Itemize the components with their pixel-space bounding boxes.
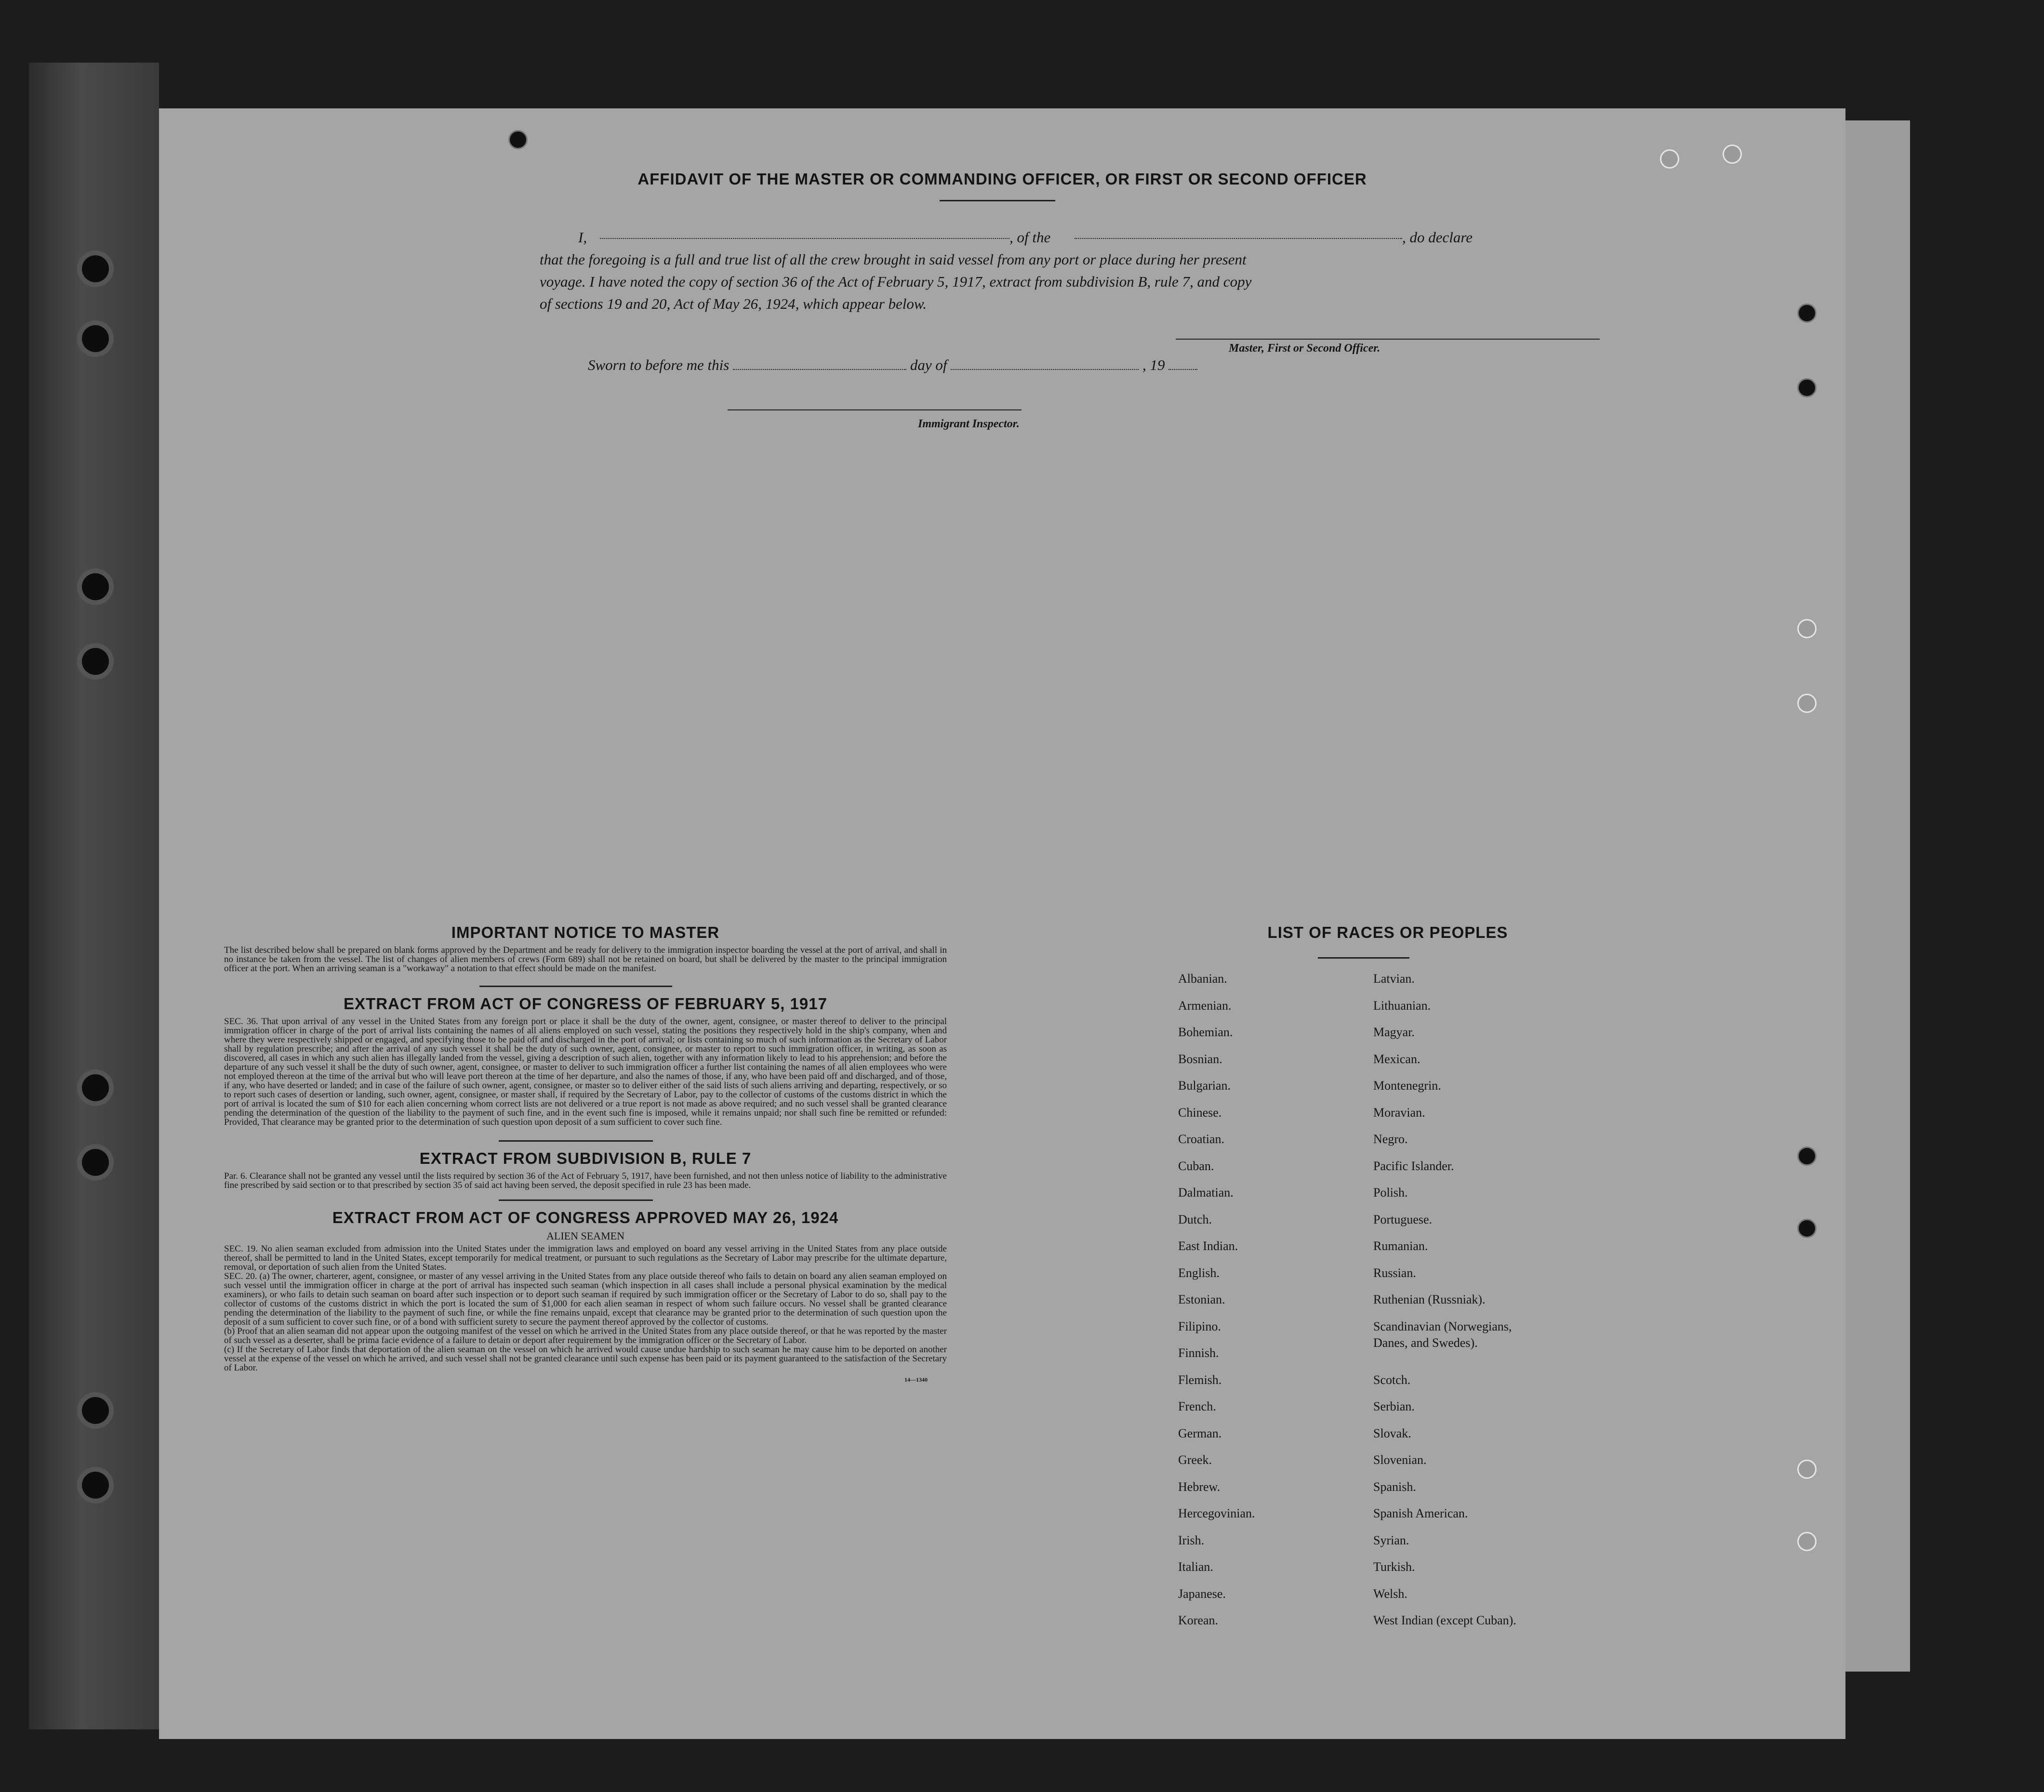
sworn-day-field[interactable] bbox=[733, 357, 906, 370]
race-item: Latvian. bbox=[1373, 972, 1415, 986]
sec-20a-text: SEC. 20. (a) The owner, charterer, agent, consignee, or master of any vessel arriving in the United States from any place outside thereof who fails to detain on board any alien seaman employed on such vessel until the immigration officer in charge at the port of arrival has inspected such seaman (which inspection in all cases shall include a personal physical examination by the medical examiners), or who fails to detain such seaman on board after such inspection or to deport such seaman if required by such immigration officer or the Secretary of Labor to do so, shall pay to the collector of customs of the customs district in which the port is located the sum of $1,000 for each alien seaman in respect of whom such failure occurs. No vessel shall be granted clearance pending the determination of the liability to the payment of such fine, or while the fine remains unpaid, except that clearance may be granted prior to the determination of such question upon the deposit of a sum sufficient to cover such fine, or of a bond with sufficient surety to secure the payment thereof approved by the collector of customs. bbox=[224, 1271, 947, 1327]
race-item: Serbian. bbox=[1373, 1399, 1415, 1413]
binder-hole bbox=[82, 1472, 109, 1499]
sworn-month-field[interactable] bbox=[951, 357, 1139, 370]
sec-20b-text: (b) Proof that an alien seaman did not appear upon the outgoing manifest of the vessel on which he arrived in the United States from any place outside thereof, or that he was reported by the master of such vessel as a deserter, shall be prima facie evidence of a failure to detain or deport after requirement by the immigration officer or the Secretary of Labor. bbox=[224, 1326, 947, 1345]
vessel-name-field[interactable] bbox=[1075, 226, 1402, 239]
punch-hole bbox=[1797, 1219, 1817, 1238]
race-item: Scotch. bbox=[1373, 1372, 1411, 1387]
race-item: English. bbox=[1178, 1265, 1220, 1280]
binder-hole bbox=[82, 573, 109, 600]
race-item: Negro. bbox=[1373, 1132, 1408, 1146]
notice-text: The list described below shall be prepared on blank forms approved by the Department and be ready for delivery to the immigration inspector boarding the vessel at the port of arrival, and shall in no instance be taken from the vessel. The list of changes of alien members of crews (Form 689) shall not be retained on board, but shall be delivered by the master to the principal immigration officer at the port. When an arriving seaman is a "workaway" a notation to that effect should be made on the manifest. bbox=[224, 945, 947, 974]
race-item: Flemish. bbox=[1178, 1372, 1222, 1387]
binder-hole bbox=[82, 325, 109, 352]
race-item: Hercegovinian. bbox=[1178, 1506, 1255, 1520]
race-item: Montenegrin. bbox=[1373, 1079, 1441, 1093]
race-item: French. bbox=[1178, 1399, 1216, 1413]
punch-hole bbox=[1660, 149, 1679, 169]
binder-edge bbox=[29, 63, 159, 1729]
race-item: Croatian. bbox=[1178, 1132, 1225, 1146]
extract-rule7-heading: EXTRACT FROM SUBDIVISION B, RULE 7 bbox=[419, 1149, 752, 1167]
race-item: Italian. bbox=[1178, 1560, 1213, 1574]
sworn-year-prefix: , 19 bbox=[1142, 356, 1165, 373]
sworn-year-field[interactable] bbox=[1168, 357, 1197, 370]
affidavit-line: of sections 19 and 20, Act of May 26, 1924, which appear below. bbox=[540, 295, 927, 312]
race-item: Korean. bbox=[1178, 1613, 1219, 1627]
race-item: Pacific Islander. bbox=[1373, 1159, 1454, 1173]
notice-heading: IMPORTANT NOTICE TO MASTER bbox=[451, 923, 720, 941]
race-item: Hebrew. bbox=[1178, 1479, 1221, 1494]
race-item: Welsh. bbox=[1373, 1586, 1407, 1601]
race-item: Spanish American. bbox=[1373, 1506, 1468, 1520]
races-heading: LIST OF RACES OR PEOPLES bbox=[1267, 923, 1508, 941]
of-the-text: , of the bbox=[1009, 229, 1051, 246]
binder-hole bbox=[82, 1149, 109, 1176]
race-item: Bulgarian. bbox=[1178, 1079, 1231, 1093]
affidavit-line: that the foregoing is a full and true list of all the crew brought in said vessel from any port or place during her present bbox=[540, 251, 1247, 268]
race-item: Polish. bbox=[1373, 1186, 1408, 1199]
race-item: Japanese. bbox=[1178, 1586, 1226, 1601]
sec-19-text: SEC. 19. No alien seaman excluded from admission into the United States under the immigration laws and employed on board any vessel arriving in the United States from any place outside thereof, shall be permitted to land in the United States, except temporarily for medical treatment, or pursuant to such regulations as the Secretary of Labor may prescribe for the ultimate departure, removal, or deportation of such alien from the United States. bbox=[224, 1244, 947, 1272]
punch-hole bbox=[1797, 378, 1817, 397]
binder-hole bbox=[82, 1397, 109, 1424]
punch-hole bbox=[1797, 1460, 1817, 1479]
affidavit-line bbox=[540, 226, 1638, 249]
sworn-statement bbox=[588, 356, 1197, 374]
binder-hole bbox=[82, 255, 109, 282]
race-item: Irish. bbox=[1178, 1533, 1205, 1547]
race-item: Lithuanian. bbox=[1373, 998, 1431, 1013]
inspector-signature-caption: Immigrant Inspector. bbox=[918, 418, 1020, 430]
race-item: Russian. bbox=[1373, 1265, 1416, 1280]
affidavit-heading: AFFIDAVIT OF THE MASTER OR COMMANDING OFFICER, OR FIRST OR SECOND OFFICER bbox=[637, 170, 1367, 188]
punch-hole bbox=[1723, 145, 1742, 164]
race-item: Bosnian. bbox=[1178, 1052, 1222, 1066]
race-item: Chinese. bbox=[1178, 1105, 1222, 1120]
alien-seamen-subheading: ALIEN SEAMEN bbox=[546, 1230, 624, 1242]
race-item: Dutch. bbox=[1178, 1212, 1212, 1226]
punch-hole bbox=[1797, 694, 1817, 713]
master-signature-caption: Master, First or Second Officer. bbox=[1229, 342, 1380, 355]
races-divider bbox=[1318, 957, 1409, 959]
race-item: Cuban. bbox=[1178, 1159, 1214, 1173]
race-item: Bohemian. bbox=[1178, 1025, 1233, 1039]
punch-hole bbox=[1797, 619, 1817, 638]
race-item: Greek. bbox=[1178, 1453, 1212, 1467]
extract-rule7-text: Par. 6. Clearance shall not be granted any vessel until the lists required by section 36 of the Act of February 5, 1917, have been furnished, and not then unless notice of liability to the administrative fine prescribed by said section or to that prescribed by section 35 of said act having been served, the deposit specified in rule 23 has been made. bbox=[224, 1171, 947, 1190]
section-divider bbox=[499, 1199, 653, 1201]
heading-divider bbox=[940, 200, 1055, 201]
declarant-name-field[interactable] bbox=[600, 226, 1009, 239]
race-item: Slovenian. bbox=[1373, 1453, 1427, 1467]
affidavit-line: voyage. I have noted the copy of section 36 of the Act of February 5, 1917, extract from subdivision B, rule 7, and copy bbox=[540, 273, 1252, 290]
race-item: Syrian. bbox=[1373, 1533, 1409, 1547]
race-item: Mexican. bbox=[1373, 1052, 1420, 1066]
extract-1924-heading: EXTRACT FROM ACT OF CONGRESS APPROVED MAY 26, 1924 bbox=[332, 1209, 839, 1226]
race-item: Finnish. bbox=[1178, 1346, 1219, 1360]
do-declare-text: , do declare bbox=[1402, 229, 1473, 246]
punch-hole bbox=[1797, 1532, 1817, 1551]
sworn-day-of: day of bbox=[910, 356, 947, 373]
race-item: Slovak. bbox=[1373, 1426, 1411, 1440]
inspector-signature-line[interactable] bbox=[728, 409, 1022, 410]
master-signature-line[interactable] bbox=[1176, 339, 1600, 340]
race-item: German. bbox=[1178, 1426, 1222, 1440]
section-divider bbox=[479, 986, 672, 987]
section-divider bbox=[499, 1140, 653, 1142]
race-item: Filipino. bbox=[1178, 1319, 1221, 1333]
race-item: Dalmatian. bbox=[1178, 1186, 1234, 1199]
form-number: 14—1340 bbox=[904, 1376, 928, 1383]
race-item: Moravian. bbox=[1373, 1105, 1425, 1120]
race-item: Ruthenian (Russniak). bbox=[1373, 1292, 1486, 1306]
punch-hole bbox=[1797, 303, 1817, 323]
race-item: Scandinavian (Norwegians, Danes, and Swedes). bbox=[1373, 1319, 1512, 1350]
race-item: Spanish. bbox=[1373, 1479, 1416, 1494]
race-item: Armenian. bbox=[1178, 998, 1232, 1013]
race-item: Albanian. bbox=[1178, 972, 1227, 986]
race-item: Magyar. bbox=[1373, 1025, 1415, 1039]
race-item: Turkish. bbox=[1373, 1560, 1415, 1574]
race-item: Rumanian. bbox=[1373, 1239, 1428, 1253]
race-item: Estonian. bbox=[1178, 1292, 1225, 1306]
extract-1917-text: SEC. 36. That upon arrival of any vessel in the United States from any foreign port or place it shall be the duty of the owner, agent, consignee, or master thereof to deliver to the principal immigration officer in charge of the port of arrival lists containing the names of all aliens employed on such vessel, stating the positions they respectively hold in the ship's company, when and where they were respectively shipped or engaged, and specifying those to be paid off and discharged in the port of arrival; or lists containing so much of such information as the Secretary of Labor shall by regulation prescribe; and after the arrival of any such vessel it shall be the duty of such owner, agent, consignee, or master to report to such immigration officer, in writing, as soon as discovered, all cases in which any such alien has illegally landed from the vessel, giving a description of such alien, together with any information likely to lead to his apprehension; and before the departure of any such vessel it shall be the duty of such owner, agent, consignee, or master to deliver to such immigration officer a further list containing the names of all alien employees who were not employed thereon at the time of the arrival but who will leave port thereon at the time of her departure, and also the names of those, if any, who have been paid off and discharged, and of those, if any, who have deserted or landed; and in case of the failure of such owner, agent, consignee, or master so to deliver either of the said lists of such aliens arriving and departing, respectively, or so to report such cases of desertion or landing, such owner, agent, consignee, or master shall, if required by the Secretary of Labor, pay to the collector of customs of the customs district in which the port of arrival is located the sum of $10 for each alien concerning whom correct lists are not delivered or a true report is not made as above required; and no such vessel shall be granted clearance pending the determination of the question of the liability to the payment of such fine, and in the event such fine is imposed, while it remains unpaid; nor shall such fine be remitted or refunded: Provided, That clearance may be granted prior to the determination of such question upon deposit of a sum sufficient to cover such fine. bbox=[224, 1016, 947, 1127]
declarant-prefix: I, bbox=[578, 229, 587, 246]
punch-hole bbox=[508, 130, 528, 149]
race-item: East Indian. bbox=[1178, 1239, 1238, 1253]
sworn-prefix: Sworn to before me this bbox=[588, 356, 730, 373]
document-page bbox=[159, 108, 1845, 1739]
punch-hole bbox=[1797, 1146, 1817, 1166]
binder-hole bbox=[82, 1074, 109, 1101]
race-item: Portuguese. bbox=[1373, 1212, 1433, 1226]
race-item: West Indian (except Cuban). bbox=[1373, 1613, 1516, 1627]
binder-hole bbox=[82, 648, 109, 675]
extract-1917-heading: EXTRACT FROM ACT OF CONGRESS OF FEBRUARY 5, 1917 bbox=[344, 995, 827, 1013]
left-column bbox=[224, 923, 947, 1384]
sec-20c-text: (c) If the Secretary of Labor finds that deportation of the alien seaman on the vessel on which he arrived would cause undue hardship to such seaman he may cause him to be deported on another vessel at the expense of the vessel on which he arrived, and such vessel shall not be granted clearance until such expense has been paid or its payment guaranteed to the satisfaction of the Secretary of Labor. bbox=[224, 1344, 947, 1373]
affidavit-statement bbox=[540, 226, 1638, 315]
